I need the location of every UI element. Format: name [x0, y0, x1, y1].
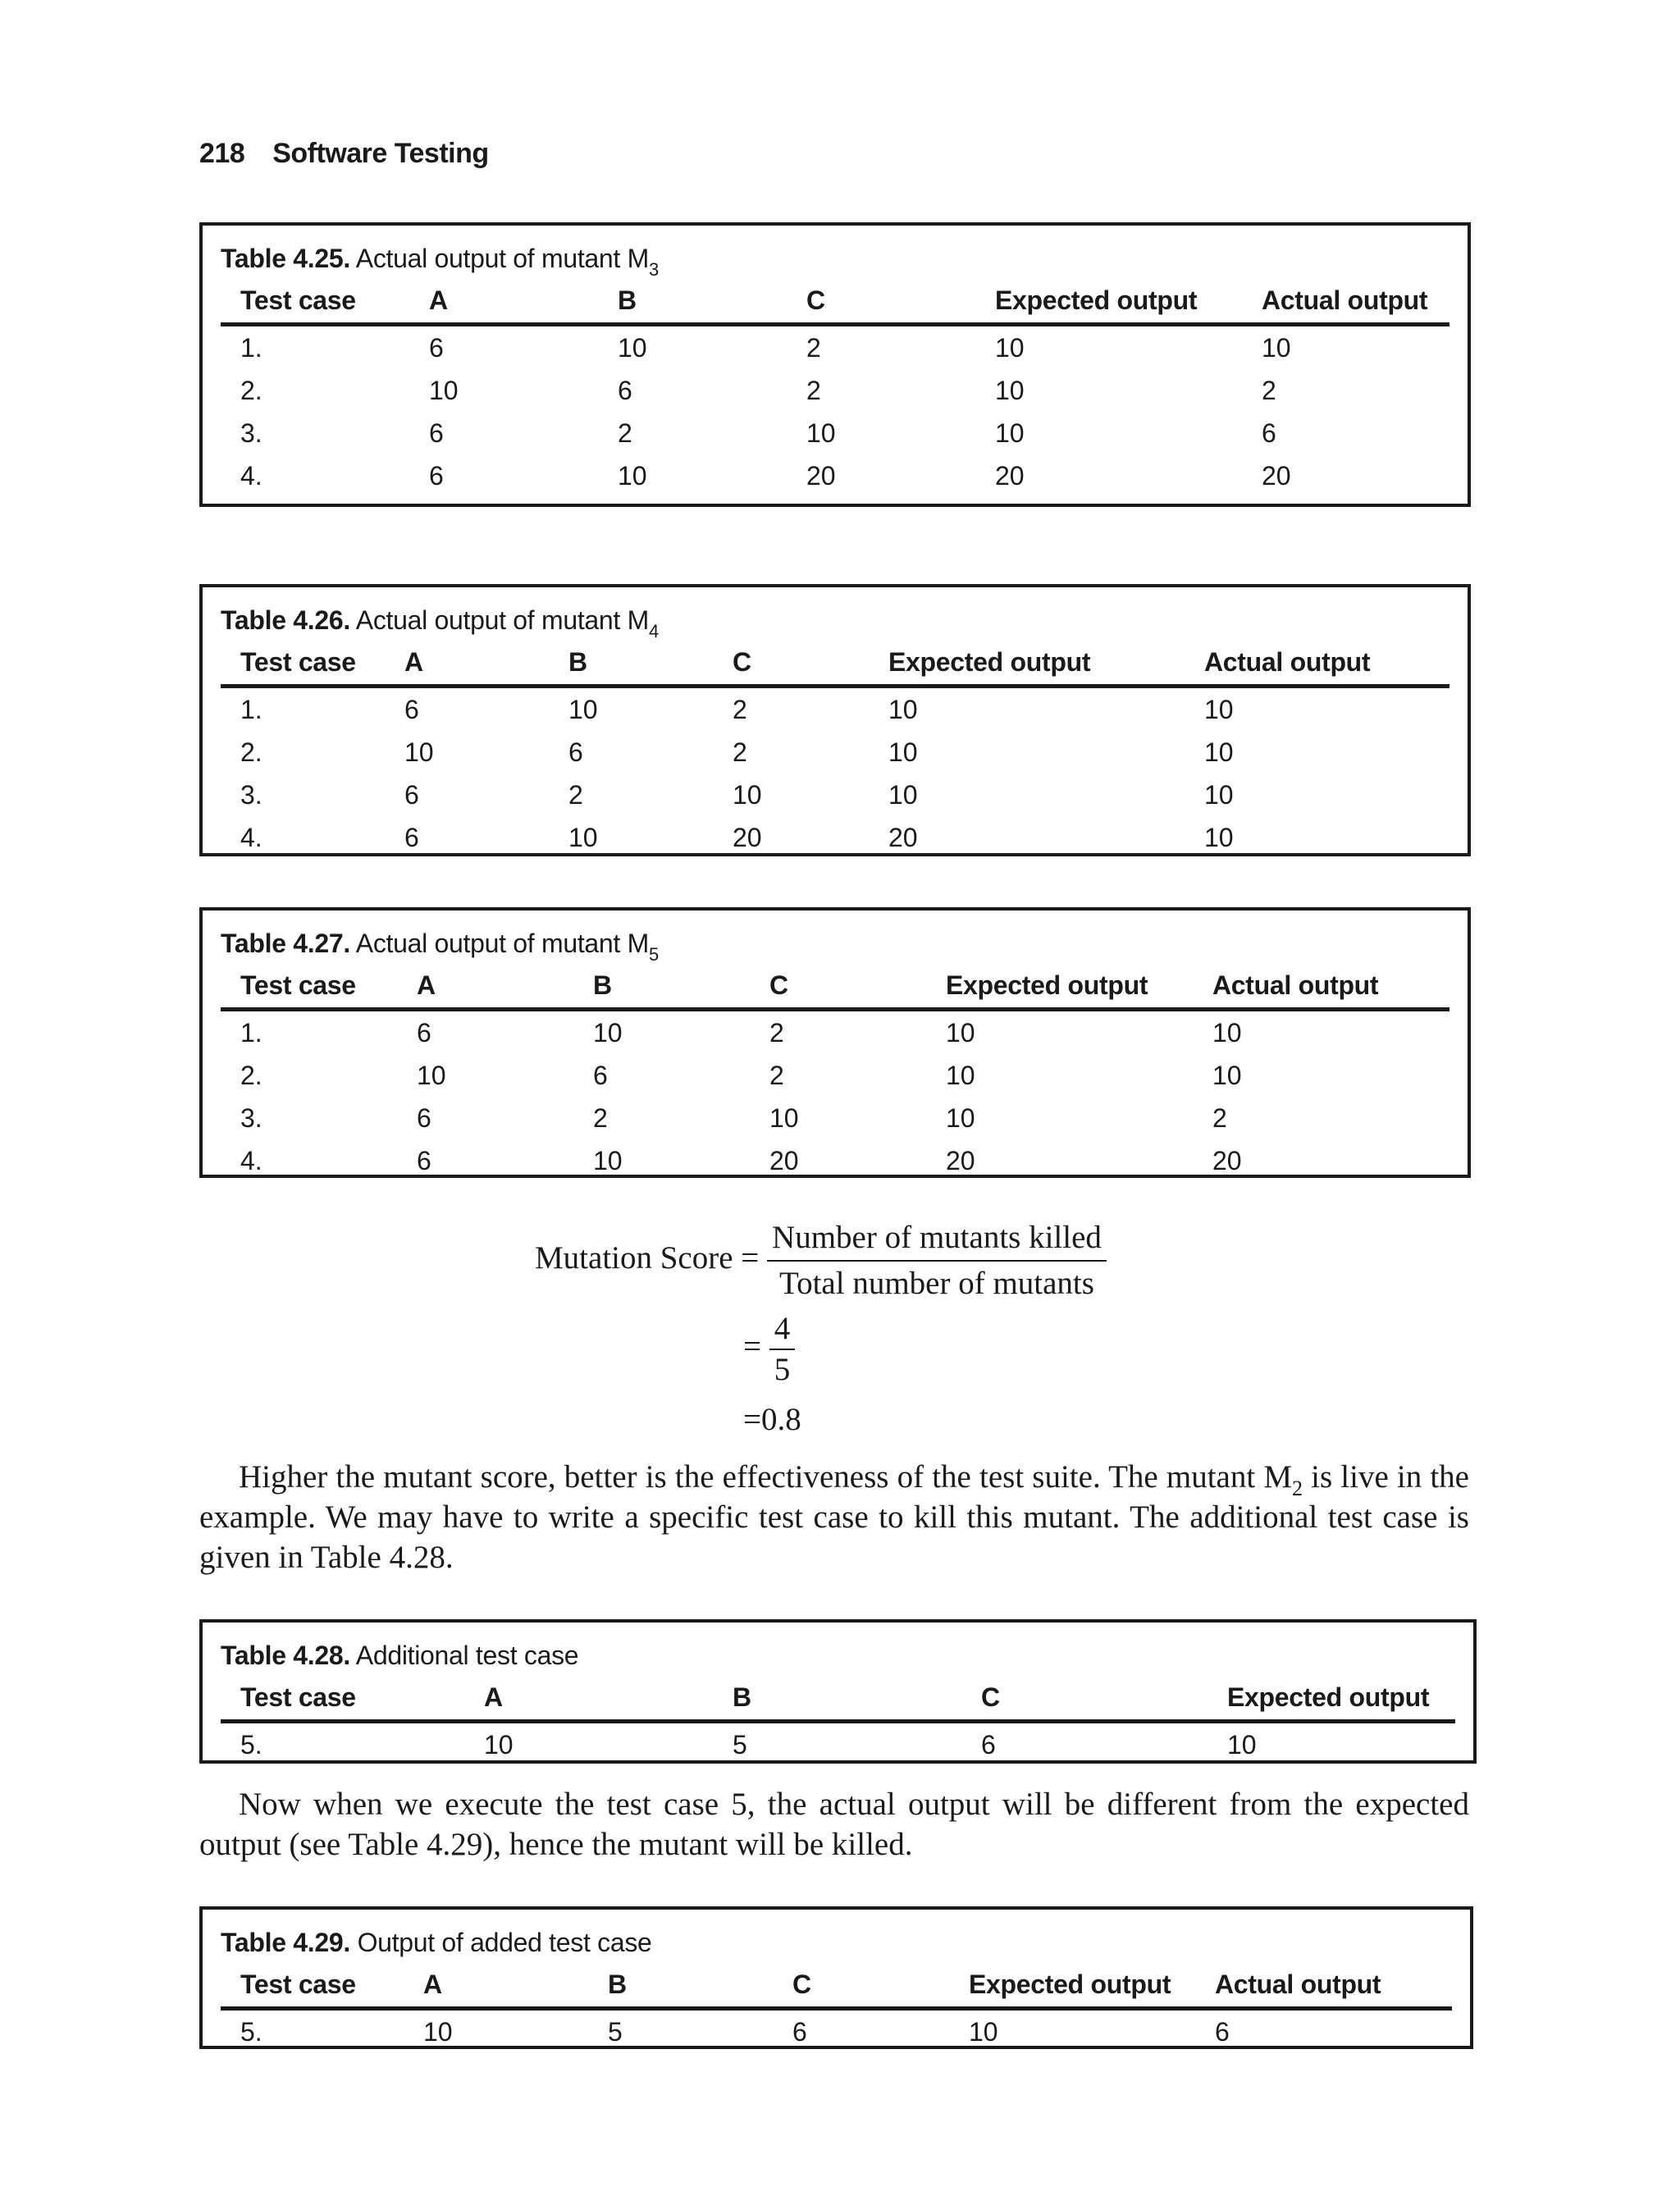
numerator: Number of mutants killed: [772, 1220, 1102, 1255]
col-header: B: [598, 278, 787, 325]
table-row: 1. 6 10 2 10 10: [240, 694, 1234, 724]
table-4-27: [199, 907, 1471, 1178]
col-header: Test case: [221, 640, 385, 687]
col-header: C: [961, 1675, 1208, 1722]
col-header: B: [588, 1962, 773, 2009]
numerator: 4: [774, 1311, 791, 1346]
table-row: 2. 10 6 2 10 10: [240, 1060, 1242, 1090]
table-row: 2. 10 6 2 10 2: [240, 375, 1276, 405]
col-header: A: [409, 278, 598, 325]
col-header: B: [573, 963, 750, 1010]
data-table: [221, 1675, 1455, 1766]
col-header: Actual output: [1193, 963, 1449, 1010]
table-4-29: [199, 1906, 1473, 2049]
table-row: 1. 6 10 2 10 10: [240, 332, 1291, 363]
table-row: 2. 10 6 2 10 10: [240, 737, 1234, 767]
equals-sign: =: [741, 1239, 760, 1276]
table-caption: Table 4.29. Output of added test case: [221, 1928, 652, 1957]
col-header: B: [549, 640, 713, 687]
table-caption: Table 4.28. Additional test case: [221, 1641, 579, 1670]
table-4-26: [199, 584, 1471, 856]
equals-sign: =: [743, 1402, 761, 1437]
data-table: [221, 963, 1449, 1182]
denominator: 5: [774, 1352, 791, 1387]
formula-step-2: [743, 1309, 795, 1390]
fraction: [769, 1309, 796, 1390]
fraction: [767, 1216, 1107, 1306]
data-table: [221, 1962, 1452, 2053]
col-header: C: [750, 963, 926, 1010]
formula-result: [743, 1401, 801, 1438]
col-header: Test case: [221, 1675, 464, 1722]
col-header: Actual output: [1185, 640, 1449, 687]
table-row: 4. 6 10 20 20 20: [240, 1145, 1242, 1175]
col-header: Expected output: [869, 640, 1185, 687]
col-header: Test case: [221, 1962, 404, 2009]
col-header: Expected output: [949, 1962, 1195, 2009]
table-caption: Table 4.27. Actual output of mutant $M_5$: [221, 929, 659, 965]
equals-sign: =: [743, 1328, 761, 1364]
table-4-28: [199, 1619, 1477, 1764]
col-header: Expected output: [975, 278, 1242, 325]
running-head: [199, 138, 489, 170]
table-caption: Table 4.25. Actual output of mutant $M_3$: [221, 244, 659, 280]
table-row: 3. 6 2 10 10 10: [240, 779, 1234, 810]
table-row: 4. 6 10 20 20 20: [240, 460, 1291, 491]
table-row: 3. 6 2 10 10 6: [240, 418, 1276, 448]
table-row: 4. 6 10 20 20 10: [240, 822, 1234, 852]
data-table: [221, 278, 1449, 497]
col-header: Expected output: [926, 963, 1193, 1010]
mutation-score-formula: [535, 1216, 1107, 1306]
formula-lhs: Mutation Score: [535, 1239, 733, 1276]
col-header: Expected output: [1208, 1675, 1455, 1722]
result-value: 0.8: [761, 1402, 801, 1437]
col-header: A: [464, 1675, 713, 1722]
table-4-25: [199, 222, 1471, 507]
col-header: A: [397, 963, 573, 1010]
col-header: C: [787, 278, 975, 325]
page-number: 218: [199, 138, 245, 169]
col-header: Actual output: [1195, 1962, 1452, 2009]
table-row: 5. 10 5 6 10: [240, 1729, 1257, 1760]
col-header: A: [404, 1962, 588, 2009]
table-row: 1. 6 10 2 10 10: [240, 1017, 1242, 1048]
col-header: Test case: [221, 278, 409, 325]
col-header: C: [773, 1962, 949, 2009]
body-paragraph: Now when we execute the test case 5, the actual output will be different from the expected output (see Table 4.29), hence the mutant will be killed.: [199, 1787, 1469, 1862]
table-row: 3. 6 2 10 10 2: [240, 1102, 1227, 1133]
data-table: [221, 640, 1449, 859]
col-header: Test case: [221, 963, 397, 1010]
table-caption: Table 4.26. Actual output of mutant $M_4$: [221, 605, 659, 641]
table-row: 5. 10 5 6 10 6: [240, 2016, 1230, 2047]
col-header: Actual output: [1242, 278, 1449, 325]
col-header: C: [713, 640, 869, 687]
body-paragraph: Higher the mutant score, better is the effectiveness of the test suite. The mutant $M_2$ is live in the example. We may have to write a specific test case to kill this mutant. The additional test case is given in Table 4.28.: [199, 1459, 1469, 1575]
running-title: Software Testing: [272, 138, 489, 169]
col-header: B: [713, 1675, 961, 1722]
col-header: A: [385, 640, 549, 687]
denominator: Total number of mutants: [779, 1266, 1094, 1301]
